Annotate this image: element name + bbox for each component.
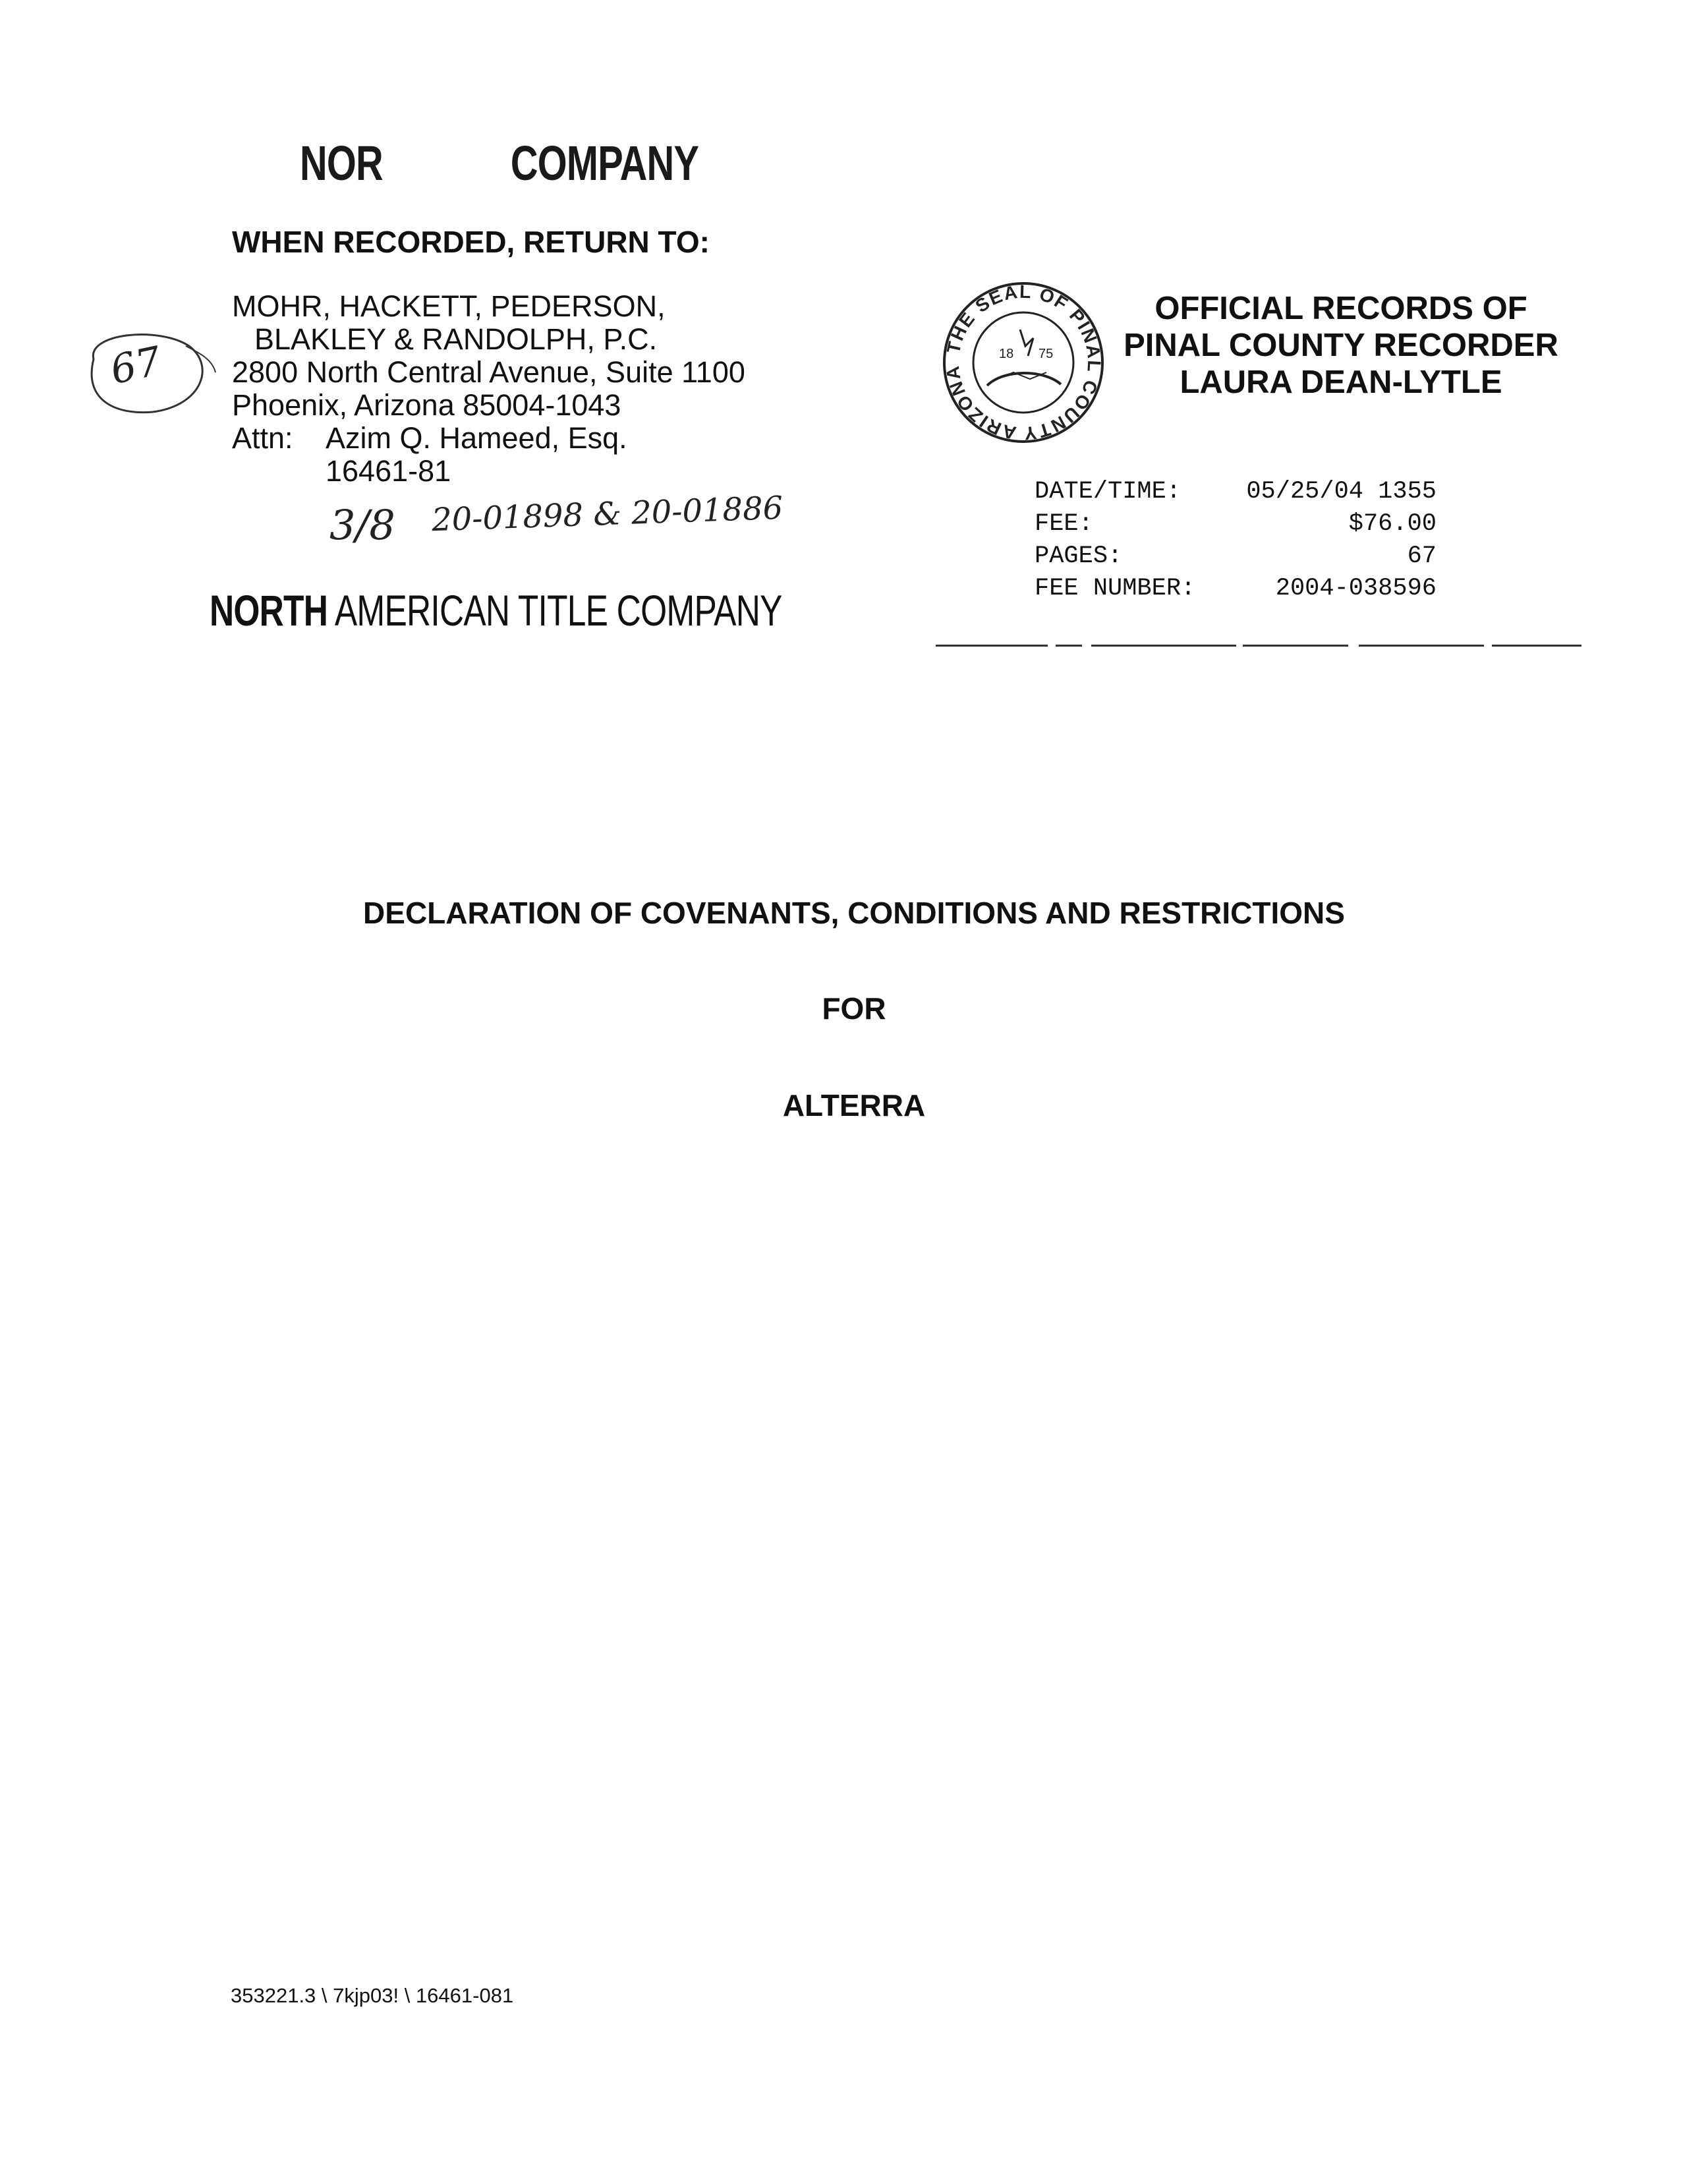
stamp-company-name: AMERICAN TITLE COMPANY bbox=[327, 586, 782, 635]
handwritten-page-count: 67 bbox=[106, 337, 165, 394]
title-company-stamp-top: NOR COMPANY bbox=[300, 136, 699, 190]
attn-name: Azim Q. Hameed, Esq. bbox=[326, 421, 627, 455]
document-name: ALTERRA bbox=[782, 1088, 926, 1122]
title-company-stamp-bottom bbox=[210, 585, 782, 635]
recording-row bbox=[1035, 540, 1437, 573]
handwritten-fraction: 3/8 bbox=[329, 501, 395, 549]
stamp-north: NORTH bbox=[210, 586, 328, 635]
seal-year-left: 18 bbox=[999, 347, 1014, 361]
recording-value: 2004-038596 bbox=[1275, 575, 1437, 602]
recording-row bbox=[1035, 573, 1437, 605]
attn-line bbox=[232, 422, 745, 455]
address-line-firm: MOHR, HACKETT, PEDERSON, bbox=[232, 289, 666, 323]
address-line-city: Phoenix, Arizona 85004-1043 bbox=[232, 388, 621, 422]
recording-label: FEE NUMBER: bbox=[1035, 575, 1196, 602]
recorder-line-2: PINAL COUNTY RECORDER bbox=[1124, 328, 1558, 363]
document-for: FOR bbox=[822, 991, 886, 1026]
file-number: 16461-81 bbox=[326, 454, 451, 488]
recording-divider bbox=[936, 645, 1581, 647]
recording-value: 05/25/04 1355 bbox=[1246, 478, 1437, 506]
address-line-street: 2800 North Central Avenue, Suite 1100 bbox=[232, 355, 745, 389]
recording-label: DATE/TIME: bbox=[1035, 478, 1181, 506]
attn-label: Attn: bbox=[232, 421, 293, 455]
svg-text:THE SEAL OF PINAL COUNTY ARIZO bbox=[942, 281, 1105, 444]
recorder-heading bbox=[1114, 290, 1568, 401]
document-title: DECLARATION OF COVENANTS, CONDITIONS AND RESTRICTIONS bbox=[363, 896, 1345, 930]
footer-doc-id: 353221.3 \ 7kjp03! \ 16461-081 bbox=[231, 1984, 514, 2007]
recording-row bbox=[1035, 508, 1437, 540]
seal-ring-text: THE SEAL OF PINAL COUNTY ARIZONA bbox=[942, 281, 1105, 444]
recorder-line-1: OFFICIAL RECORDS OF bbox=[1154, 291, 1527, 326]
return-address-block bbox=[232, 290, 745, 488]
recorder-line-3: LAURA DEAN-LYTLE bbox=[1180, 364, 1502, 400]
address-line-firm-cont: BLAKLEY & RANDOLPH, P.C. bbox=[254, 322, 658, 356]
seal-year-right: 75 bbox=[1039, 347, 1054, 361]
recording-label: FEE: bbox=[1035, 510, 1093, 538]
recording-info bbox=[1035, 476, 1437, 605]
recording-label: PAGES: bbox=[1035, 542, 1123, 570]
recording-value: $76.00 bbox=[1348, 510, 1437, 538]
handwritten-order-numbers: 20-01898 & 20-01886 bbox=[431, 489, 784, 539]
county-seal-icon bbox=[941, 280, 1106, 445]
recording-row bbox=[1035, 476, 1437, 508]
recording-value: 67 bbox=[1407, 542, 1437, 570]
return-to-heading: WHEN RECORDED, RETURN TO: bbox=[232, 225, 710, 259]
